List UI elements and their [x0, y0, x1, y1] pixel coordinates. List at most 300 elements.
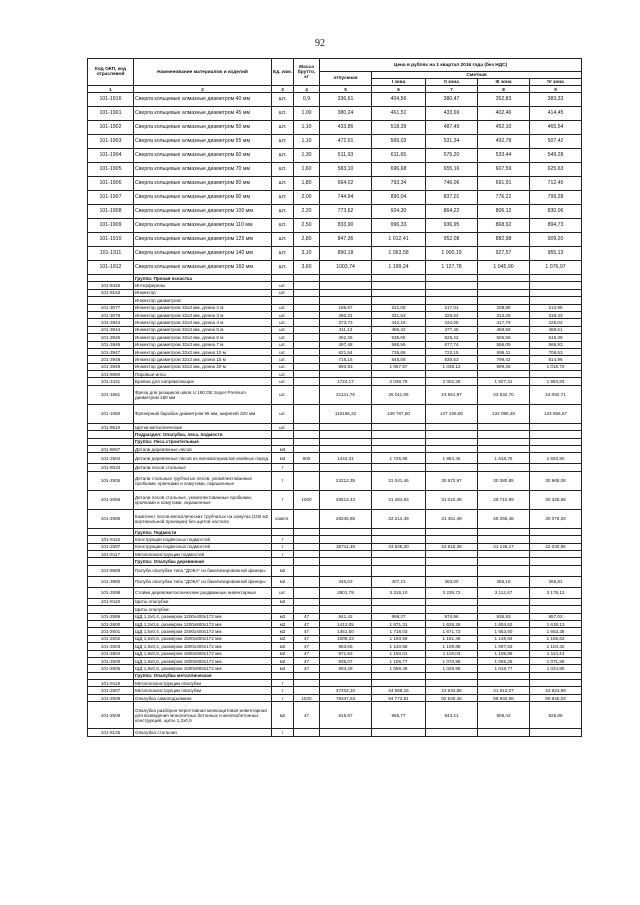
- item-code: 101-3943: [88, 319, 134, 326]
- item-mass: [294, 334, 320, 341]
- item-code: 101-2504: [88, 453, 134, 464]
- item-unit: шт.: [272, 363, 294, 370]
- item-mass: 3,60: [294, 261, 320, 275]
- price-zone-4: 1 663,38: [530, 628, 582, 635]
- page-number: 92: [315, 38, 325, 49]
- price-zone-1: 890,04: [372, 191, 426, 205]
- price-zone-3: 417,79: [478, 319, 530, 326]
- price-zone-3: 352,83: [478, 93, 530, 107]
- price-zone-1: [372, 672, 426, 679]
- price-zone-3: [478, 297, 530, 304]
- price-zone-4: 1 071,58: [530, 657, 582, 664]
- price-release: 1412,05: [320, 620, 372, 627]
- price-zone-2: 1 029,98: [426, 665, 478, 672]
- price-zone-1: 407,21: [372, 576, 426, 587]
- table-row: [88, 356, 582, 363]
- item-mass: 47: [294, 635, 320, 642]
- item-name: Детали стальные трубчатых лесов, укомплектованные пробками, крючками и хомутами, окрашенные: [134, 471, 272, 490]
- price-zone-3: [478, 431, 530, 438]
- item-code: 101-9163: [88, 289, 134, 296]
- price-zone-1: [372, 550, 426, 557]
- price-release: 847,36: [320, 233, 372, 247]
- table-row: [88, 135, 582, 149]
- item-mass: [294, 371, 320, 378]
- item-unit: т: [272, 464, 294, 471]
- price-zone-2: 525,22: [426, 334, 478, 341]
- item-unit: шт.: [272, 371, 294, 378]
- price-zone-4: 30 326,68: [530, 490, 582, 509]
- price-zone-1: 31 041,46: [372, 471, 426, 490]
- item-mass: 1,10: [294, 121, 320, 135]
- item-mass: 1,10: [294, 135, 320, 149]
- item-name: Сверла кольцевые алмазные диаметром 60 мм: [134, 149, 272, 163]
- item-mass: [294, 606, 320, 613]
- table-row: [88, 319, 582, 326]
- price-zone-1: 31 284,93: [372, 490, 426, 509]
- price-release: 36711,49: [320, 543, 372, 550]
- price-zone-1: [372, 446, 426, 453]
- item-mass: [294, 587, 320, 598]
- item-unit: шт.: [272, 378, 294, 385]
- price-release: 583,10: [320, 163, 372, 177]
- group-heading-row: [88, 275, 582, 282]
- item-code: 101-2607: [88, 687, 134, 694]
- price-zone-2: 974,96: [426, 613, 478, 620]
- price-release: 2601,79: [320, 587, 372, 598]
- price-zone-4: [530, 282, 582, 289]
- item-mass: 47: [294, 702, 320, 729]
- header-code: Код ОКП, код отраслевой: [88, 59, 134, 86]
- price-zone-3: 23 632,70: [478, 385, 530, 404]
- item-mass: 1,80: [294, 177, 320, 191]
- item-unit: шт.: [272, 289, 294, 296]
- item-code: 101-9067: [88, 446, 134, 453]
- item-unit: т: [272, 543, 294, 550]
- item-code: 101-1909: [88, 219, 134, 233]
- item-mass: 47: [294, 643, 320, 650]
- item-mass: [294, 385, 320, 404]
- item-name: ЩД 1,5х0,6, размером 1500х600х172 мм: [134, 635, 272, 642]
- price-zone-1: 588,56: [372, 341, 426, 348]
- price-release: [320, 423, 372, 430]
- price-zone-3: [478, 565, 530, 576]
- price-zone-4: 1 618,13: [530, 620, 582, 627]
- table-row: [88, 363, 582, 370]
- item-mass: 0,9: [294, 93, 320, 107]
- item-code: 101-2431: [88, 378, 134, 385]
- price-zone-3: [478, 550, 530, 557]
- price-zone-3: [478, 275, 530, 282]
- price-zone-4: [530, 680, 582, 687]
- item-unit: м3: [272, 453, 294, 464]
- price-zone-1: 535,06: [372, 334, 426, 341]
- item-unit: шт.: [272, 311, 294, 318]
- price-zone-3: 1 618,76: [478, 453, 530, 464]
- table-row: [88, 93, 582, 107]
- price-zone-3: 1 604,62: [478, 620, 530, 627]
- price-zone-3: 1 045,90: [478, 261, 530, 275]
- price-release: [320, 606, 372, 613]
- item-mass: [294, 680, 320, 687]
- item-unit: м2: [272, 702, 294, 729]
- item-unit: шт.: [272, 261, 294, 275]
- price-zone-1: 735,68: [372, 348, 426, 355]
- item-unit: шт.: [272, 304, 294, 311]
- price-zone-2: 943,21: [426, 702, 478, 729]
- item-unit: шт.: [272, 177, 294, 191]
- price-zone-2: 1 626,26: [426, 620, 478, 627]
- price-release: [320, 672, 372, 679]
- item-code: 101-2606: [88, 665, 134, 672]
- item-mass: 1,00: [294, 107, 320, 121]
- item-code: [88, 672, 134, 679]
- item-unit: м2: [272, 620, 294, 627]
- item-code: [88, 297, 134, 304]
- item-code: [88, 438, 134, 445]
- price-zone-2: 722,15: [426, 348, 478, 355]
- price-zone-1: 1 725,68: [372, 453, 426, 464]
- price-zone-4: 30 965,08: [530, 471, 582, 490]
- item-mass: 2,20: [294, 205, 320, 219]
- price-zone-4: 799,28: [530, 191, 582, 205]
- price-zone-3: [478, 536, 530, 543]
- price-zone-4: [530, 550, 582, 557]
- item-name: Металлоконструкции подмостей: [134, 550, 272, 557]
- item-mass: [294, 528, 320, 535]
- table-row: [88, 378, 582, 385]
- header-zone-1: I зона: [372, 79, 426, 86]
- price-release: 511,93: [320, 149, 372, 163]
- price-zone-1: 1 671,31: [372, 620, 426, 627]
- item-unit: шт.: [272, 163, 294, 177]
- item-name: Опалубка стальная: [134, 729, 272, 736]
- item-unit: т: [272, 694, 294, 701]
- price-zone-4: 708,63: [530, 348, 582, 355]
- item-code: 101-1912: [88, 261, 134, 275]
- item-mass: 600: [294, 453, 320, 464]
- item-mass: 3,10: [294, 247, 320, 261]
- price-zone-4: 1 964,83: [530, 378, 582, 385]
- price-release: 186,87: [320, 304, 372, 311]
- price-zone-2: 837,01: [426, 191, 478, 205]
- price-zone-4: 1 155,63: [530, 635, 582, 642]
- price-zone-1: 1 058,49: [372, 665, 426, 672]
- price-zone-1: 2 039,79: [372, 378, 426, 385]
- header-mass: Масса брутто, кг: [294, 59, 320, 86]
- price-zone-1: 846,08: [372, 356, 426, 363]
- item-unit: шт.: [272, 319, 294, 326]
- item-code: 101-1902: [88, 121, 134, 135]
- item-mass: [294, 431, 320, 438]
- price-zone-4: [530, 536, 582, 543]
- price-release: [320, 536, 372, 543]
- item-code: 101-2698: [88, 587, 134, 598]
- price-zone-2: 380,47: [426, 93, 478, 107]
- item-name: ЩД 1,5х0,4, размером 1500х400х172 мм: [134, 628, 272, 635]
- price-zone-4: 507,42: [530, 135, 582, 149]
- item-unit: шт.: [272, 282, 294, 289]
- price-zone-1: 996,33: [372, 219, 426, 233]
- item-name: Металлоконструкции опалубки: [134, 680, 272, 687]
- price-release: 452,26: [320, 334, 372, 341]
- item-code: 101-1906: [88, 177, 134, 191]
- item-name: Группа: Леса строительные: [134, 438, 272, 445]
- item-unit: шт.: [272, 219, 294, 233]
- price-zone-1: 139 787,60: [372, 404, 426, 423]
- price-zone-1: 696,68: [372, 163, 426, 177]
- item-mass: [294, 356, 320, 363]
- item-mass: 2,50: [294, 219, 320, 233]
- price-zone-4: 957,02: [530, 613, 582, 620]
- item-mass: [294, 304, 320, 311]
- item-code: 101-2505: [88, 471, 134, 490]
- price-zone-2: 1 038,12: [426, 363, 478, 370]
- item-mass: [294, 341, 320, 348]
- item-mass: [294, 348, 320, 355]
- price-release: 79347,53: [320, 694, 372, 701]
- price-zone-1: 1 193,59: [372, 635, 426, 642]
- price-zone-4: 42 030,96: [530, 543, 582, 550]
- price-zone-3: 30 380,85: [478, 471, 530, 490]
- price-release: 744,94: [320, 191, 372, 205]
- price-zone-2: 137 226,50: [426, 404, 478, 423]
- price-release: [320, 464, 372, 471]
- price-zone-4: 414,45: [530, 107, 582, 121]
- item-code: 101-3078: [88, 311, 134, 318]
- table-row: [88, 565, 582, 576]
- price-zone-4: 3 178,13: [530, 587, 582, 598]
- item-name: Инжектор диаметром 32х3 мм, длина 7 м: [134, 341, 272, 348]
- price-zone-3: 505,55: [478, 334, 530, 341]
- price-zone-2: 217,01: [426, 304, 478, 311]
- price-release: 664,02: [320, 177, 372, 191]
- price-zone-4: 468,51: [530, 326, 582, 333]
- item-code: 101-9116: [88, 536, 134, 543]
- price-zone-1: 25 011,96: [372, 385, 426, 404]
- item-name: Металлоконструкции опалубки: [134, 687, 272, 694]
- item-unit: шт.: [272, 587, 294, 598]
- item-name: Инжектор: [134, 289, 272, 296]
- item-unit: шт.: [272, 93, 294, 107]
- table-row: [88, 107, 582, 121]
- price-zone-1: [372, 565, 426, 576]
- table-row: [88, 643, 582, 650]
- item-code: 101-3077: [88, 304, 134, 311]
- price-zone-2: 936,95: [426, 219, 478, 233]
- item-mass: [294, 404, 320, 423]
- item-mass: 1,30: [294, 149, 320, 163]
- table-row: [88, 606, 582, 613]
- price-zone-3: 459,59: [478, 326, 530, 333]
- item-unit: шт.: [272, 334, 294, 341]
- item-code: 101-9550: [88, 371, 134, 378]
- price-zone-4: 134 656,57: [530, 404, 582, 423]
- table-row: [88, 635, 582, 642]
- price-release: 893,93: [320, 363, 372, 370]
- item-code: 101-1910: [88, 233, 134, 247]
- price-release: 336,61: [320, 93, 372, 107]
- price-release: 411,14: [320, 326, 372, 333]
- item-name: Сверла кольцевые алмазные диаметром 140 мм: [134, 247, 272, 261]
- item-code: 101-2605: [88, 657, 134, 664]
- price-zone-1: [372, 729, 426, 736]
- col-number: 2: [134, 86, 272, 93]
- price-release: 433,86: [320, 121, 372, 135]
- price-zone-2: 434,05: [426, 319, 478, 326]
- item-name: Инжектор диаметром 32х3 мм, длина 6 м: [134, 334, 272, 341]
- price-zone-4: 1 113,44: [530, 650, 582, 657]
- item-name: Сверла кольцевые алмазные диаметром 40 мм: [134, 93, 272, 107]
- item-code: 101-9117: [88, 550, 134, 557]
- item-code: [88, 606, 134, 613]
- price-zone-4: 925,86: [530, 702, 582, 729]
- price-release: [320, 371, 372, 378]
- table-row: [88, 471, 582, 490]
- price-zone-2: 1 127,78: [426, 261, 478, 275]
- price-zone-3: 208,88: [478, 304, 530, 311]
- group-heading-row: [88, 438, 582, 445]
- item-code: 101-3947: [88, 348, 134, 355]
- price-zone-2: [426, 423, 478, 430]
- item-code: 101-1907: [88, 191, 134, 205]
- table-row: [88, 341, 582, 348]
- item-code: 101-9426: [88, 282, 134, 289]
- item-name: ЩД 1,2х0,6, размером 1200х600х172 мм: [134, 620, 272, 627]
- item-unit: шт.: [272, 348, 294, 355]
- price-zone-1: 43 845,30: [372, 543, 426, 550]
- item-name: Сверла кольцевые алмазные диаметром 110 мм: [134, 219, 272, 233]
- item-code: 101-3946: [88, 341, 134, 348]
- price-zone-2: 1 884,45: [426, 453, 478, 464]
- col-number: 5: [320, 86, 372, 93]
- price-zone-3: 313,25: [478, 311, 530, 318]
- price-release: 815,97: [320, 702, 372, 729]
- price-zone-3: 29 710,99: [478, 490, 530, 509]
- price-zone-2: 2 002,28: [426, 378, 478, 385]
- item-code: 101-2599: [88, 613, 134, 620]
- item-unit: [272, 275, 294, 282]
- item-name: Детали лесов стальные: [134, 464, 272, 471]
- price-zone-4: [530, 528, 582, 535]
- price-zone-2: [426, 598, 478, 605]
- price-zone-3: 882,98: [478, 233, 530, 247]
- price-zone-4: [530, 371, 582, 378]
- item-unit: м2: [272, 643, 294, 650]
- price-zone-3: 1 106,89: [478, 650, 530, 657]
- price-release: [320, 282, 372, 289]
- price-zone-1: [372, 598, 426, 605]
- price-zone-2: 42 815,36: [426, 543, 478, 550]
- item-name: Щиты опалубки:: [134, 606, 272, 613]
- price-zone-4: 1 104,32: [530, 643, 582, 650]
- item-mass: [294, 598, 320, 605]
- price-zone-1: 924,30: [372, 205, 426, 219]
- item-unit: шт.: [272, 149, 294, 163]
- price-release: 715,16: [320, 356, 372, 363]
- price-release: 773,62: [320, 205, 372, 219]
- item-code: 101-9033: [88, 464, 134, 471]
- item-name: Интерферены: [134, 282, 272, 289]
- item-mass: [294, 471, 320, 490]
- item-unit: т: [272, 680, 294, 687]
- price-zone-3: [478, 423, 530, 430]
- price-zone-3: 691,91: [478, 177, 530, 191]
- price-zone-4: 909,20: [530, 233, 582, 247]
- item-name: Палуба опалубки типа "ДОКА" из бакелизированной фанеры: [134, 576, 272, 587]
- item-mass: [294, 558, 320, 565]
- item-name: Детали лесов стальные, укомплектованные пробками, крючками и хомутами, окрашенные: [134, 490, 272, 509]
- price-zone-4: 24 092,71: [530, 385, 582, 404]
- price-zone-2: [426, 680, 478, 687]
- price-zone-4: 625,63: [530, 163, 582, 177]
- price-zone-3: 1 097,83: [478, 643, 530, 650]
- price-zone-3: 906,43: [478, 702, 530, 729]
- item-unit: т: [272, 729, 294, 736]
- price-zone-3: [478, 371, 530, 378]
- price-zone-2: [426, 672, 478, 679]
- col-number: 9: [530, 86, 582, 93]
- price-zone-2: [426, 446, 478, 453]
- price-zone-1: 33 214,49: [372, 509, 426, 528]
- price-zone-3: [478, 558, 530, 565]
- price-zone-3: 799,42: [478, 356, 530, 363]
- table-row: [88, 550, 582, 557]
- table-row: [88, 453, 582, 464]
- price-release: [320, 289, 372, 296]
- table-row: [88, 326, 582, 333]
- price-zone-2: 1 000,19: [426, 247, 478, 261]
- table-row: [88, 205, 582, 219]
- item-name: Сверла кольцевые алмазные диаметром 45 мм: [134, 107, 272, 121]
- table-row: [88, 404, 582, 423]
- table-row: [88, 261, 582, 275]
- price-zone-4: 365,81: [530, 576, 582, 587]
- price-release: [320, 438, 372, 445]
- item-code: 101-1904: [88, 149, 134, 163]
- item-name: Сверла кольцевые алмазные диаметром 50 мм: [134, 121, 272, 135]
- item-mass: [294, 729, 320, 736]
- item-code: 101-1916: [88, 93, 134, 107]
- item-unit: шт.: [272, 385, 294, 404]
- table-row: [88, 657, 582, 664]
- item-name: Палуба опалубки типа "ДОКА" из бакелизированной фанеры: [134, 565, 272, 576]
- item-name: Инжектор диаметром 32х3 мм, длина 2 м: [134, 304, 272, 311]
- price-zone-1: [372, 282, 426, 289]
- item-name: Сверла кольцевые алмазные диаметром 55 мм: [134, 135, 272, 149]
- item-code: 101-3949: [88, 363, 134, 370]
- item-code: 101-1901: [88, 107, 134, 121]
- table-row: [88, 282, 582, 289]
- header-release: отпускная: [320, 72, 372, 86]
- table-row: [88, 628, 582, 635]
- price-zone-3: 868,92: [478, 219, 530, 233]
- price-zone-4: 425,02: [530, 319, 582, 326]
- header-estimate: Сметная: [372, 72, 582, 79]
- item-mass: [294, 363, 320, 370]
- item-unit: шт.: [272, 121, 294, 135]
- price-zone-3: 132 088,48: [478, 404, 530, 423]
- item-code: 101-1905: [88, 163, 134, 177]
- item-mass: 47: [294, 628, 320, 635]
- price-zone-1: 965,77: [372, 702, 426, 729]
- item-mass: 2,00: [294, 191, 320, 205]
- price-zone-2: [426, 729, 478, 736]
- item-code: 101-2604: [88, 650, 134, 657]
- price-zone-1: [372, 606, 426, 613]
- price-zone-1: 1 063,58: [372, 247, 426, 261]
- price-zone-1: 1 012,41: [372, 233, 426, 247]
- item-name: Сверла кольцевые алмазные диаметром 80 мм: [134, 177, 272, 191]
